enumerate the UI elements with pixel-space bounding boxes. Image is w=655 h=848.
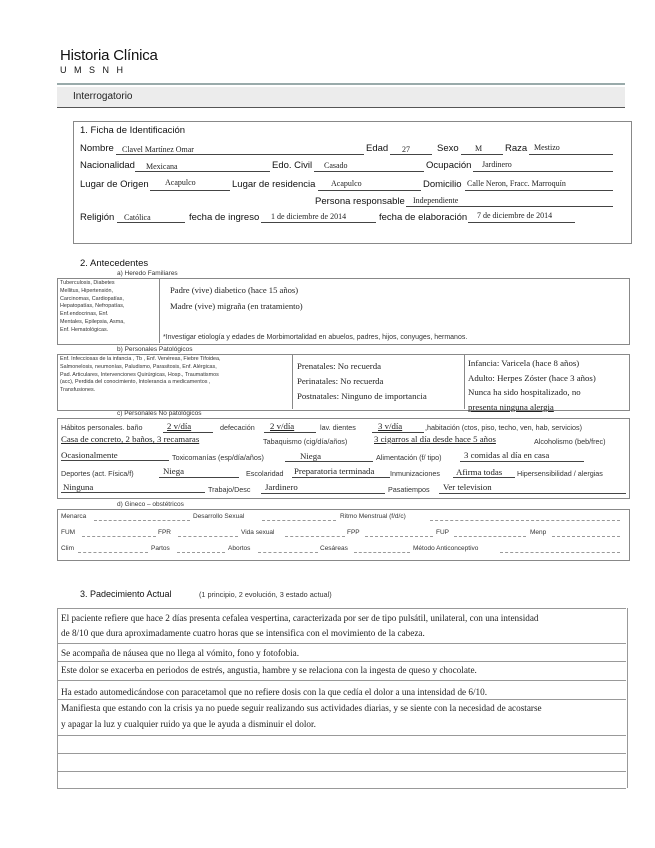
padecimiento-line[interactable]: y apagar la luz y cualquier ruido ya que le ayuda a disminuir el dolor. — [61, 719, 316, 729]
alimentacion-value[interactable]: 3 comidas al día en casa — [464, 450, 550, 460]
abortos-line[interactable] — [258, 552, 318, 553]
pasatiempos-value[interactable]: Ver television — [443, 482, 492, 492]
deportes-underline — [159, 477, 239, 478]
padecimiento-line[interactable]: El paciente refiere que hace 2 días presenta cefalea vespertina, caracterizada por ser de tipo pulsátil, unilateral, con una intensidad — [61, 613, 539, 623]
casa-value[interactable]: Casa de concreto, 2 baños, 3 recamaras — [61, 434, 200, 444]
desarrollo-label: Desarrollo Sexual — [193, 513, 245, 520]
padecimiento-rule — [57, 680, 626, 681]
patologicos-left-line: Enf. Infecciosas de la infancia , Tb , Enf. Venéreas, Fiebre Tifoidea, — [60, 356, 221, 362]
heredo-note: *Investigar etiología y edades de Morbimortalidad en abuelos, padres, hijos, conyuges, hermanos. — [163, 334, 468, 341]
sexo-value[interactable]: M — [475, 144, 483, 153]
responsable-underline — [406, 206, 613, 207]
raza-label: Raza — [505, 143, 528, 154]
heredo-left-line: Enf.endocrinas, Enf. — [60, 311, 109, 318]
gineco-subheading: d) Gineco – obstétricos — [117, 501, 184, 508]
residencia-label: Lugar de residencia — [232, 179, 316, 190]
toxico-label: Toxicomanías (esp/día/años) — [172, 453, 264, 462]
religion-label: Religión — [80, 212, 115, 223]
patologicos-left-list — [60, 356, 221, 395]
ocupacion-label: Ocupación — [426, 160, 472, 171]
abortos-label: Abortos — [228, 545, 251, 552]
padecimiento-line[interactable]: Ha estado automedicándose con paracetamol que no refiere dosis con la que cedía el dolor a una intensidad de 6/10. — [61, 687, 488, 697]
patologicos-left-line: Transfusiones. — [60, 387, 96, 394]
sexo-underline — [461, 154, 503, 155]
padecimiento-line[interactable]: de 8/10 que dura aproximadamente cuatro horas que se intensifica con el movimiento de la cabeza. — [61, 628, 425, 638]
bano-underline — [163, 432, 213, 433]
vida-label: Vida sexual — [241, 529, 275, 536]
partos-line[interactable] — [177, 552, 225, 553]
patologicos-divider-1 — [292, 354, 293, 409]
habitacion-label: ,habitación (ctos, piso, techo, ven, hab, servicios) — [425, 423, 583, 432]
patologicos-right-line[interactable]: presenta ninguna alergia — [468, 401, 554, 412]
patologicos-left-line: Salmonelosis, neumonías, Paludismo, Parasitosis, Enf. Alérgicas, — [60, 363, 217, 370]
padecimiento-note: (1 principio, 2 evolución, 3 estado actual) — [199, 590, 332, 599]
menarca-line[interactable] — [94, 520, 190, 521]
header-divider — [57, 83, 625, 85]
patologicos-divider-2 — [464, 354, 465, 409]
vida-line[interactable] — [285, 536, 345, 537]
heredo-left-line: Enf. Hematológicas. — [60, 326, 109, 333]
alimentacion-underline — [460, 461, 584, 462]
nombre-value[interactable]: Clavel Martínez Omar — [122, 145, 194, 154]
nopatologicos-subheading: c) Personales No patológicos — [117, 410, 202, 417]
residencia-value[interactable]: Acapulco — [331, 179, 362, 188]
patologicos-left-line: (acc), Perdida del conocimiento, Intolerancia a medicamentos , — [60, 379, 211, 386]
padecimiento-rule — [57, 753, 626, 754]
toxico-underline — [285, 461, 373, 462]
padecimiento-rule — [57, 771, 626, 772]
pasatiempos-underline — [439, 493, 626, 494]
ocupacion-value[interactable]: Jardinero — [482, 160, 512, 169]
metodo-label: Método Anticonceptivo — [413, 545, 479, 552]
padecimiento-rule — [57, 661, 626, 662]
edad-underline — [390, 154, 432, 155]
alcohol-value[interactable]: Ocasionalmente — [61, 450, 118, 460]
dientes-label: lav. dientes — [320, 423, 356, 432]
patologicos-subheading: b) Personales Patológicos — [117, 346, 193, 353]
alergias-underline — [61, 492, 205, 493]
heredo-subheading: a) Heredo Familiares — [117, 270, 178, 277]
raza-underline — [529, 154, 613, 155]
edad-value[interactable]: 27 — [402, 145, 410, 154]
responsable-label: Persona responsable — [315, 196, 405, 207]
escolaridad-label: Escolaridad — [246, 469, 284, 478]
fpp-label: FPP — [347, 529, 360, 536]
patologicos-right-line[interactable]: Nunca ha sido hospitalizado, no — [468, 387, 581, 397]
pasatiempos-label: Pasatiempos — [388, 485, 430, 494]
perinatales-value[interactable]: Perinatales: No recuerda — [297, 376, 384, 386]
escolaridad-value[interactable]: Preparatoria terminada — [294, 466, 375, 476]
padecimiento-rule — [57, 643, 626, 644]
alcohol-underline — [61, 460, 169, 461]
defecacion-value[interactable]: 2 v/día — [270, 421, 295, 431]
trabajo-label: Trabajo/Desc — [208, 485, 251, 494]
heredo-left-line: Carcinomas, Cardiopatías, — [60, 295, 124, 302]
heredo-madre[interactable]: Madre (vive) migraña (en tratamiento) — [170, 301, 303, 311]
padecimiento-line[interactable]: Se acompaña de náusea que no llega al vómito, fono y fotofobia. — [61, 648, 300, 658]
deportes-label: Deportes (act. Física/f) — [61, 469, 134, 478]
nombre-label: Nombre — [80, 143, 114, 154]
nacionalidad-label: Nacionalidad — [80, 160, 135, 171]
edocivil-label: Edo. Civil — [272, 160, 313, 171]
padecimiento-rule — [57, 788, 626, 789]
heredo-left-line: Tuberculosis, Diabetes — [60, 280, 115, 286]
domicilio-label: Domicilio — [423, 179, 462, 190]
ingreso-underline — [261, 222, 376, 223]
partos-label: Partos — [151, 545, 170, 552]
trabajo-value[interactable]: Jardinero — [265, 482, 298, 492]
section-bar-label: Interrogatorio — [73, 91, 133, 102]
clim-label: Clim — [61, 545, 74, 552]
padecimiento-line[interactable]: Este dolor se exacerba en periodos de estrés, angustia, hambre y se relaciona con la ingesta de queso y chocolate. — [61, 665, 477, 675]
hipersensibilidad-label: Hipersensibilidad / alergias — [517, 469, 603, 478]
dientes-value[interactable]: 3 v/día — [378, 421, 403, 431]
raza-value[interactable]: Mestizo — [534, 143, 560, 152]
fup-line[interactable] — [454, 536, 526, 537]
menp-label: Menp — [530, 529, 547, 536]
heredo-padre[interactable]: Padre (vive) diabetico (hace 15 años) — [170, 285, 299, 295]
elaboracion-underline — [468, 222, 575, 223]
cesareas-label: Cesáreas — [320, 545, 348, 552]
patologicos-right-line[interactable]: Infancia: Varicela (hace 8 años) — [468, 358, 580, 368]
alcoholismo-label: Alcoholismo (beb/frec) — [534, 437, 606, 446]
tabaquismo-value[interactable]: 3 cigarros al día desde hace 5 años — [374, 434, 496, 444]
domicilio-value[interactable]: Calle Neron, Fracc. Marroquín — [467, 179, 566, 188]
domicilio-underline — [465, 190, 613, 191]
heredo-divider — [159, 278, 160, 343]
habitos-label: Hábitos personales. baño — [61, 423, 143, 432]
inmunizaciones-value[interactable]: Afirma todas — [456, 467, 503, 477]
origen-value[interactable]: Acapulco — [165, 178, 196, 187]
padecimiento-rule — [57, 608, 626, 609]
ocupacion-underline — [473, 171, 613, 172]
identification-heading: 1. Ficha de Identificación — [80, 125, 186, 136]
defecacion-label: defecación — [220, 423, 255, 432]
patologicos-right-list — [468, 356, 596, 414]
deportes-value[interactable]: Niega — [163, 466, 185, 476]
sexo-label: Sexo — [437, 143, 459, 154]
prenatales-value[interactable]: Prenatales: No recuerda — [297, 361, 382, 371]
elaboracion-value[interactable]: 7 de diciembre de 2014 — [477, 211, 553, 220]
heredo-left-line: Mellitus, Hipertensión, — [60, 287, 114, 294]
residencia-underline — [318, 190, 421, 191]
cesareas-line[interactable] — [354, 552, 410, 553]
origen-underline — [150, 190, 230, 191]
fum-label: FUM — [61, 529, 76, 536]
fpp-line[interactable] — [365, 536, 433, 537]
document-title: Historia Clínica — [60, 47, 158, 64]
padecimiento-line[interactable]: Manifiesta que estando con la crisis ya no puede seguir realizando sus actividades diarias, y se siente con la necesidad de acostarse — [61, 703, 542, 713]
edocivil-underline — [314, 171, 424, 172]
desarrollo-line[interactable] — [262, 520, 336, 521]
fpr-label: FPR — [158, 529, 171, 536]
nombre-underline — [116, 154, 364, 155]
ritmo-line[interactable] — [430, 520, 620, 521]
inmunizaciones-underline — [453, 477, 515, 478]
alergias-value[interactable]: Ninguna — [63, 482, 94, 492]
metodo-line[interactable] — [500, 552, 620, 553]
postnatales-value[interactable]: Postnatales: Ninguno de importancia — [297, 391, 427, 401]
heredo-left-line: Mentales, Epilepsia, Asma, — [60, 318, 125, 325]
padecimiento-rule — [57, 699, 626, 700]
defecacion-underline — [264, 432, 316, 433]
origen-label: Lugar de Origen — [80, 179, 149, 190]
antecedentes-heading: 2. Antecedentes — [80, 258, 149, 269]
alimentacion-label: Alimentación (f/ tipo) — [376, 453, 442, 462]
religion-value[interactable]: Católica — [124, 213, 151, 222]
clim-line[interactable] — [78, 552, 148, 553]
tabaquismo-label: Tabaquismo (cig/día/años) — [263, 437, 348, 446]
ritmo-label: Ritmo Menstrual (f/d/c) — [340, 513, 406, 520]
escolaridad-underline — [292, 477, 390, 478]
fup-label: FUP — [436, 529, 449, 536]
padecimiento-heading: 3. Padecimiento Actual — [80, 589, 172, 599]
toxico-value[interactable]: Niega — [300, 451, 322, 461]
religion-underline — [117, 222, 185, 223]
dientes-underline — [372, 432, 424, 433]
section-bar — [57, 87, 625, 108]
padecimiento-rule — [57, 735, 626, 736]
patologicos-left-line: Pad. Articulares, Intervenciones Quirúrgicas, Hosp., Traumatismos — [60, 371, 219, 378]
edocivil-value[interactable]: Casado — [324, 161, 348, 170]
patologicos-right-line[interactable]: Adulto: Herpes Zóster (hace 3 años) — [468, 372, 596, 383]
nacionalidad-underline — [135, 171, 270, 172]
bano-value[interactable]: 2 v/día — [167, 421, 192, 431]
nacionalidad-value[interactable]: Mexicana — [146, 162, 178, 171]
menp-line[interactable] — [552, 536, 620, 537]
inmunizaciones-label: Inmunizaciones — [390, 469, 440, 478]
responsable-value[interactable]: Independiente — [413, 196, 459, 205]
fum-line[interactable] — [82, 536, 156, 537]
ingreso-value[interactable]: 1 de diciembre de 2014 — [271, 212, 347, 221]
institution-subtitle: U M S N H — [60, 65, 126, 75]
heredo-left-line: Hepatopatías, Nefropatías, — [60, 303, 125, 310]
elaboracion-label: fecha de elaboración — [379, 212, 468, 223]
trabajo-underline — [261, 493, 385, 494]
menarca-label: Menarca — [61, 513, 87, 520]
ingreso-label: fecha de ingreso — [189, 212, 260, 223]
edad-label: Edad — [366, 143, 389, 154]
fpr-line[interactable] — [178, 536, 238, 537]
heredo-left-list — [60, 280, 125, 335]
